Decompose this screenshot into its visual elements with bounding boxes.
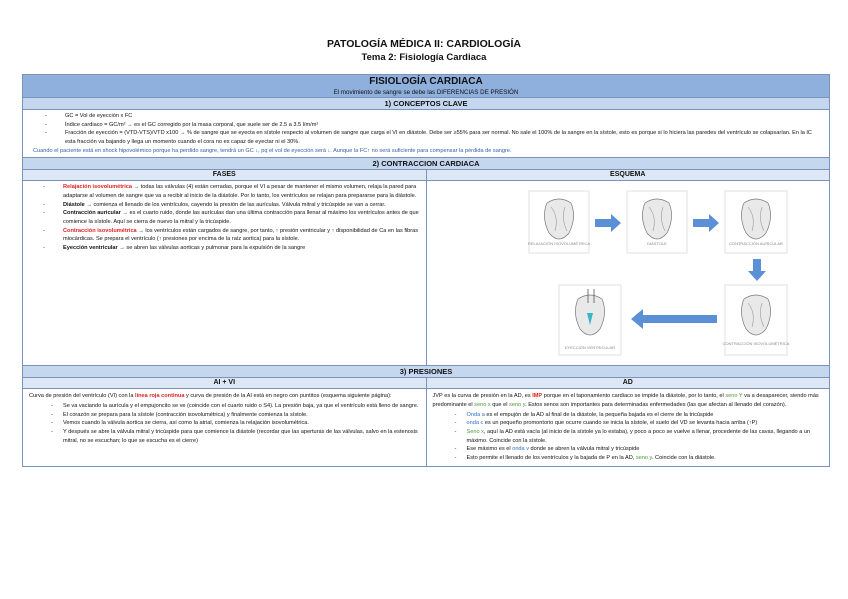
main-subheading: El movimiento de sangre se debe las DIFERENCIAS DE PRESIÓN: [333, 89, 519, 96]
wave-name: onda c: [466, 420, 484, 427]
arrow-left-icon: [631, 309, 717, 329]
phase-item: [31, 227, 420, 244]
phase-text: → se abren las válvulas aorticas y pulmonar para la expulsión de la sangre: [117, 244, 306, 251]
document-title: PATOLOGÍA MÉDICA II: CARDIOLOGÍA: [326, 38, 522, 50]
phases-column: [23, 170, 426, 365]
wave-name: onda v: [512, 446, 529, 453]
phase-name: Relajación isovolumétrica: [63, 184, 133, 191]
diagram-label: CONTRACCIÓN ISOVOLUMÉTRICA: [722, 341, 789, 347]
physiology-sheet: [22, 74, 830, 467]
right-pressures-header: AD: [427, 378, 830, 389]
heart-panel-ejection: [559, 285, 621, 355]
phase-name: Diástole: [63, 201, 85, 208]
scheme-header: ESQUEMA: [427, 170, 830, 181]
phase-text: → todas las válvulas (4) están cerradas, porque el VI a pesar de mantener el mismo volumen, relaja la pared para adaptarse al volumen de sangre que va a recibir al inicio de la diástole. Por lo tanto, los ventrículos se relajan para prepararse para la diástole.: [63, 184, 417, 199]
arrow-down-icon: [748, 259, 766, 281]
left-intro: [29, 392, 420, 401]
diagram-label: CONTRACCIÓN AURICULAR: [728, 241, 783, 247]
contraction-table: [23, 170, 829, 365]
intro-text: que el: [490, 401, 510, 408]
phase-text: → los ventrículos están cargados de sangre, por tanto, ↑ presión ventricular y ↑ disponibilidad de Ca en las fibras miocárdicas. Se prepara el ventrículo (↑ presiones por encima de la raíz aortica) para la sístole.: [63, 227, 419, 243]
intro-text: va a desaparecer, siendo más predominante el: [432, 393, 819, 408]
diagram-label: RELAJACIÓN ISOVOLUMÉTRICA: [527, 241, 590, 247]
left-pressure-item: - El corazón se prepara para la sístole (contracción isovolumétrica) y finalmente comienza la sístole.: [29, 411, 420, 420]
main-header: [23, 75, 829, 98]
phase-text: → comienza el llenado de los ventrículos, cayendo la presión de las aurículas. Válvula mitral y tricúspide se van a cerrar.: [84, 201, 386, 208]
phase-name: Contracción auricular: [63, 210, 121, 217]
wave-name: seno y: [635, 454, 652, 461]
concept-item: - Índice cardiaco = GC/m² → es el GC corregido por la masa corporal, que suele ser de 2.5 a 3.5 l/m/m²: [33, 121, 823, 130]
arrow-right-icon: [693, 214, 719, 232]
arrow-right-icon: [595, 214, 621, 232]
phase-item: [31, 209, 420, 226]
section-2-title: 2) CONTRACCION CARDIACA: [23, 157, 829, 170]
phases-header: FASES: [23, 170, 426, 181]
cardiac-cycle-svg: [427, 181, 829, 365]
intro-text: porque en el taponamiento cardiaco se impide la diástole, por lo tanto, el: [542, 393, 726, 400]
section-3-title: 3) PRESIONES: [23, 365, 829, 378]
left-pressures-column: [23, 378, 426, 465]
seno-y-text: seno y: [509, 401, 526, 408]
wave-pre: Esto permite el llenado de los ventrículos y la bajada de P en la AD,: [466, 454, 636, 461]
wave-text: es el empujón de la AD al final de la diástole, la pequeña bajada es el cierre de la tricúspide: [484, 411, 714, 418]
intro-text: . Estos senos son importantes para determinadas enfermedades (las que afectan al llenado del corazón).: [525, 401, 787, 408]
heart-panel-diastole: [627, 191, 687, 253]
concept-item: - Fracción de eyección = (VTD-VTS)/VTD x100 → % de sangre que se eyecta en sístole respecto al volumen de sangre que carga el VI en diástole. Debe ser ≥55% para ser normal. No sale el 100% de la sangre en la sístole, esto es porque si lo hiciera las paredes del ventrículo se colapsarían. En la IC esta fracción va bajando y llega un momento cuando el cora no es capaz de eyectar ni el 30%.: [33, 129, 823, 146]
right-pressures-column: [426, 378, 830, 465]
heart-panel-atrial-contraction: [725, 191, 787, 253]
main-heading: FISIOLOGÍA CARDIACA: [369, 76, 483, 87]
left-pressure-item: - Y después se abre la válvula mitral y tricúspide para que comience la diástole (recordar que las aperturas de las válvulas, salvo en la estenosis mitral, no se escuchan; lo que se escucha es el cierre): [29, 428, 420, 445]
phase-text: → es el cuarto ruido, donde las aurículas dan una última contracción para llenar al máximo los ventrículos antes de que comience la sístole. Aquí se cierra de nuevo la mitral y la tricúspide.: [63, 210, 419, 225]
document-subtitle: Tema 2: Fisiología Cardiaca: [361, 52, 487, 63]
cardiac-cycle-diagram: [427, 181, 830, 365]
scheme-column: [426, 170, 830, 365]
pressures-table: [23, 378, 829, 465]
phase-name: Contracción isovolumétrica: [63, 227, 137, 234]
phase-item: [31, 244, 420, 253]
shock-note: Cuando el paciente está en shock hipovolémico porque ha perdido sangre, tendrá un GC ↓, pq el vol de eyección será ↓. Aunque la FC↑ no será suficiente para compensar la pérdida de sangre.: [33, 147, 512, 154]
imp-text: IMP: [532, 393, 543, 400]
left-pressure-item: - Vemos cuando la válvula aortica se cierra, así como la atrial, comienza la relajación isovolumétrica.: [29, 419, 420, 428]
right-pressure-item: [433, 411, 824, 420]
wave-name: Seno x: [466, 428, 484, 435]
right-pressure-item: [433, 419, 824, 428]
wave-text: es un pequeño promontorio que ocurre cuando se inicia la sístole, el suelo del VD se levanta hacia arriba (↑P): [483, 420, 758, 427]
wave-name: Onda a: [466, 411, 485, 418]
key-concepts: [23, 110, 829, 157]
left-pressure-item: - Se va vaciando la aurícula y el empujoncito se ve (coincide con el cuarto ruido o S4). La presión baja, ya que el ventrículo está lleno de sangre.: [29, 402, 420, 411]
concept-item: - GC = Vol de eyección x FC: [33, 112, 823, 121]
heart-panel-isovolumetric-contraction: [722, 285, 789, 355]
left-pressures-header: AI + VI: [23, 378, 426, 389]
right-intro: [433, 392, 824, 409]
section-1-title: 1) CONCEPTOS CLAVE: [23, 98, 829, 110]
intro-text: JVP es la curva de presión en la AD, es: [432, 393, 533, 400]
phase-item: [31, 201, 420, 210]
intro-text: y curva de presión de la AI está en negro con puntitos (esquema siguiente página):: [184, 393, 392, 400]
heart-panel-relaxation: [527, 191, 589, 253]
right-pressure-item: [433, 454, 824, 463]
wave-text: , aquí la AD está vacía (al inicio de la sístole ya lo estaba), y poco a poco se vuelve a llenar, procedente de las cavas, llegando a un máximo. Coincide con la sístole.: [466, 428, 811, 444]
wave-text: donde se abren la válvula mitral y tricúspide: [529, 446, 640, 453]
red-line-text: línea roja continua: [135, 393, 185, 400]
wave-text: . Coincide con la diástole.: [651, 454, 716, 461]
seno-y-text: seno Y: [725, 393, 743, 400]
diagram-label: DIÁSTOLE: [646, 241, 667, 247]
wave-pre: Ese máximo es el: [466, 446, 513, 453]
diagram-label: EYECCIÓN VENTRICULAR: [564, 345, 615, 351]
phase-item: [31, 183, 420, 200]
seno-x-text: seno x: [474, 401, 491, 408]
right-pressure-item: [433, 445, 824, 454]
phase-name: Eyección ventricular: [63, 244, 118, 251]
intro-text: Curva de presión del ventrículo (VI) con la: [29, 393, 136, 400]
right-pressure-item: [433, 428, 824, 445]
